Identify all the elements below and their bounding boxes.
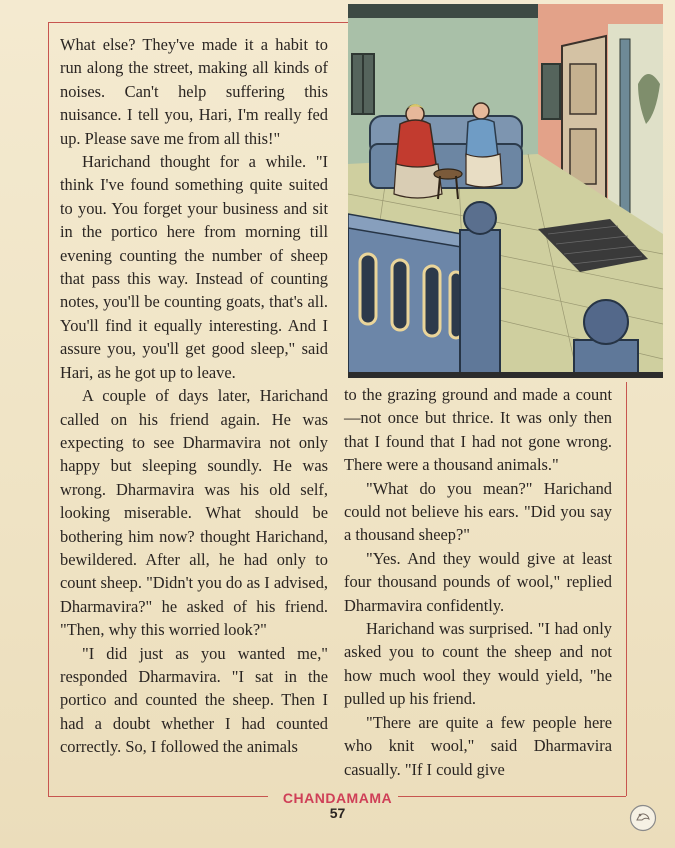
page-number: 57 (329, 805, 346, 821)
frame-line-right (626, 382, 627, 796)
paragraph: to the grazing ground and made a count—not once but thrice. It was only then that I found that I had not gone wrong. There were a thousand animals." (344, 385, 612, 475)
paragraph: "Yes. And they would give at least four thousand pounds of wool," replied Dharmavira confidently. (344, 548, 612, 615)
paragraph: What else? They've made it a habit to run along the street, making all kinds of noises. Can't help suffering this nuisance. I tell you, Hari, I'm really fed up. Please save me from all this!" (60, 35, 328, 148)
frame-line-left (48, 22, 49, 796)
paragraph: "What do you mean?" Harichand could not believe his ears. "Did you say a thousand sheep?" (344, 478, 612, 545)
right-text-column (344, 383, 612, 781)
story-illustration (348, 4, 663, 378)
paragraph: A couple of days later, Harichand called on his friend again. He was expecting to see Dharmavira not only happy but sleeping soundly. He was wrong. Dharmavira was his old self, looking miserable. What should be bothering him now? thought Harichand, bewildered. After all, he had only to count sheep. "Didn't you do as I advised, Dharmavira?" he asked of his friend. "Then, why this worried look?" (60, 386, 328, 640)
frame-line-top (48, 22, 348, 23)
library-stamp-icon (629, 804, 657, 832)
paragraph: "There are quite a few people here who knit wool," said Dharmavira casually. "If I could give (344, 712, 612, 779)
paragraph: Harichand was surprised. "I had only asked you to count the sheep and not how much wool they would yield, "he pulled up his friend. (344, 619, 612, 709)
paragraph: Harichand thought for a while. "I think I've found something quite suited to you. You forget your business and sit in the portico here from morning till evening counting the number of sheep that pass this way. Instead of counting notes, you'll be counting goats, that's all. You'll find it equally interesting. And I assure you, you'll get good sleep," said Hari, as he got up to leave. (60, 152, 328, 382)
paragraph: "I did just as you wanted me," responded Dharmavira. "I sat in the portico and counted the sheep. Then I had a doubt whether I had counted correctly. So, I followed the animals (60, 643, 328, 757)
left-text-column (60, 33, 328, 759)
magazine-name: CHANDAMAMA (282, 790, 393, 806)
